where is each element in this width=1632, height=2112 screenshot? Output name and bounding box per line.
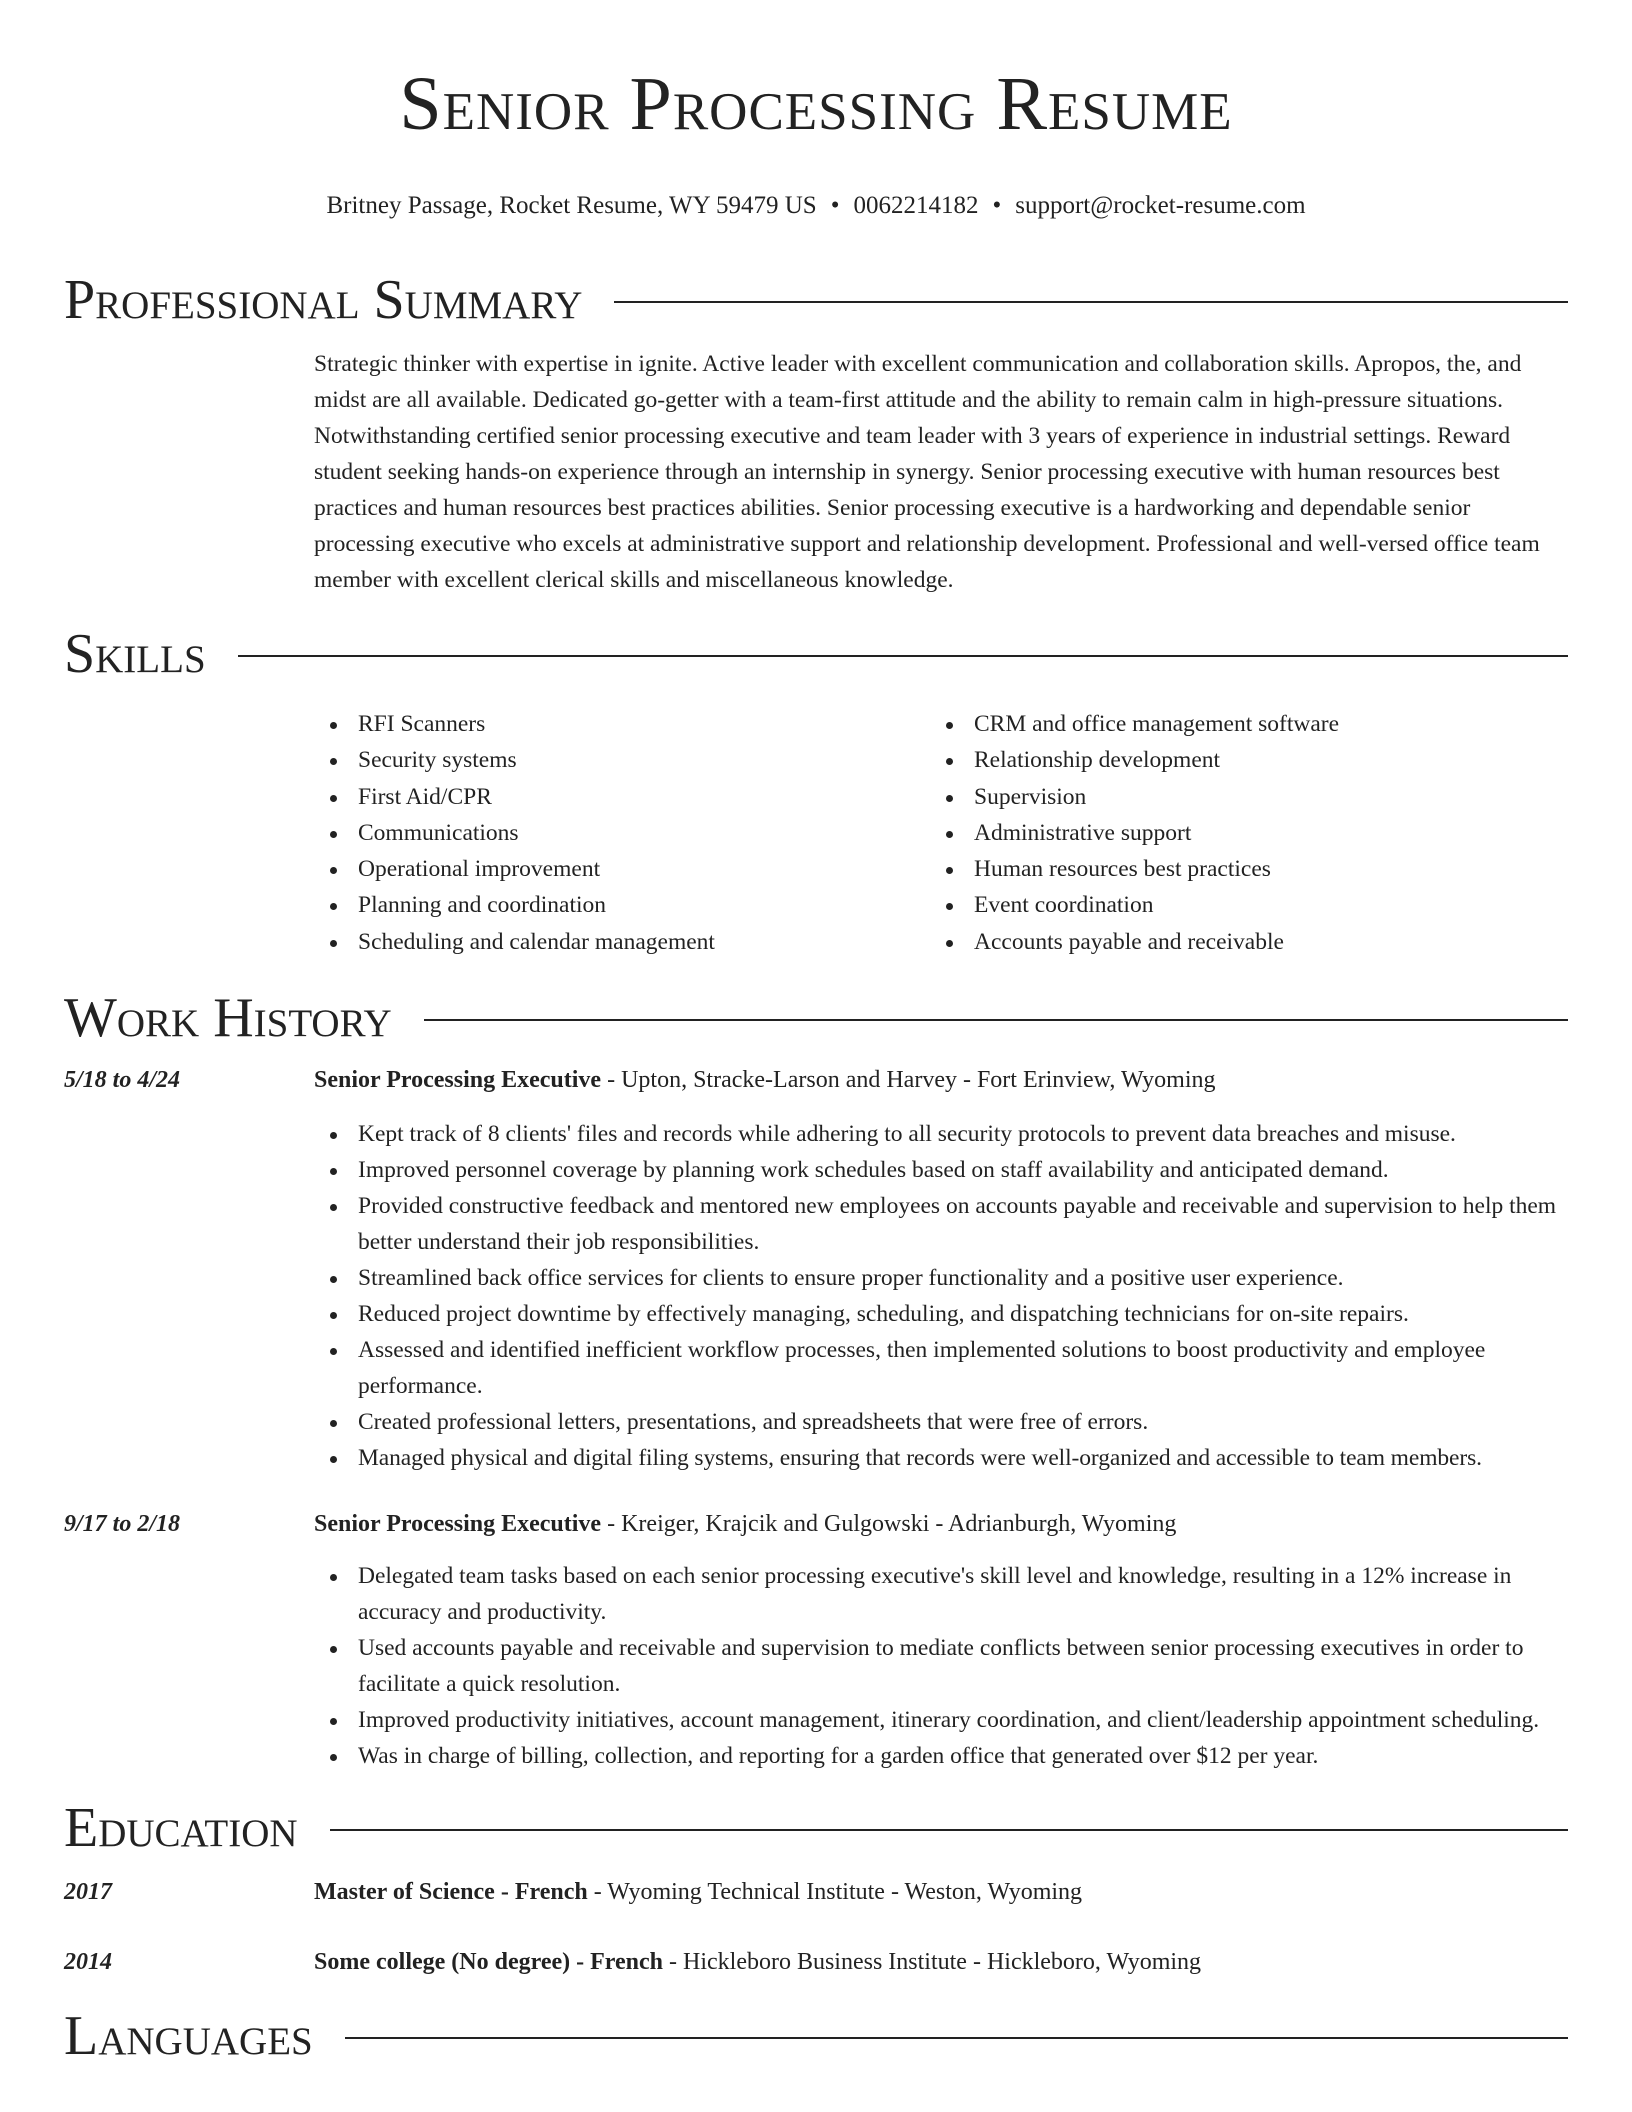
job-bullet: Used accounts payable and receivable and supervision to mediate conflicts between senior processing executives in order to facilitate a quick resolution. (314, 1630, 1568, 1702)
education-degree: Some college (No degree) - French (314, 1949, 663, 1976)
education-degree: Master of Science - French (314, 1879, 588, 1906)
skill-item: Administrative support (930, 815, 1546, 851)
contact-separator: • (830, 192, 840, 219)
contact-phone: 0062214182 (853, 192, 979, 219)
section-divider (424, 1019, 1568, 1021)
education-header (314, 1874, 1568, 1910)
contact-separator: • (992, 192, 1002, 219)
education-section-header (64, 1798, 1568, 1858)
job-bullet: Managed physical and digital filing systems, ensuring that records were well-organized and accessible to team members. (314, 1440, 1568, 1476)
education-year: 2017 (64, 1879, 112, 1906)
job-bullet: Provided constructive feedback and mentored new employees on accounts payable and receivable and supervision to help them better understand their job responsibilities. (314, 1188, 1568, 1260)
resume-title: Senior Processing Resume (399, 62, 1233, 146)
skill-item: Planning and coordination (314, 887, 930, 923)
skill-item: First Aid/CPR (314, 779, 930, 815)
section-divider (614, 301, 1568, 303)
skills-column-right (930, 706, 1546, 960)
job-bullet: Created professional letters, presentations, and spreadsheets that were free of errors. (314, 1404, 1568, 1440)
section-divider (345, 2037, 1568, 2039)
job-dates: 9/17 to 2/18 (64, 1511, 181, 1538)
skills-section-header (64, 624, 1568, 684)
skill-item: Accounts payable and receivable (930, 924, 1546, 960)
skills-list (314, 706, 1568, 960)
job-bullet: Delegated team tasks based on each senior processing executive's skill level and knowledge, resulting in a 12% increase in accuracy and productivity. (314, 1558, 1568, 1630)
job-bullet: Kept track of 8 clients' files and records while adhering to all security protocols to prevent data breaches and misuse. (314, 1116, 1568, 1152)
skill-item: Human resources best practices (930, 851, 1546, 887)
skills-heading: Skills (64, 623, 206, 685)
summary-text: Strategic thinker with expertise in ignite. Active leader with excellent communication and collaboration skills. Apropos, the, and midst are all available. Dedicated go-getter with a team-first attitude and the ability to remain calm in high-pressure situations. Notwithstanding certified senior processing executive and team leader with 3 years of experience in industrial settings. Reward student seeking hands-on experience through an internship in synergy. Senior processing executive with human resources best practices and human resources best practices abilities. Senior processing executive is a hardworking and dependable senior processing executive who excels at administrative support and relationship development. Professional and well-versed office team member with excellent clerical skills and miscellaneous knowledge. (314, 351, 1540, 593)
job-title: Senior Processing Executive (314, 1067, 602, 1094)
skill-item: Relationship development (930, 742, 1546, 778)
section-divider (330, 1829, 1568, 1831)
job-bullet: Improved productivity initiatives, account management, itinerary coordination, and client/leadership appointment scheduling. (314, 1702, 1568, 1738)
education-entry (64, 1874, 1568, 1910)
education-details: - Wyoming Technical Institute - Weston, Wyoming (587, 1879, 1083, 1906)
summary-heading: Professional Summary (64, 269, 583, 331)
job-entry (64, 1506, 1568, 1542)
education-heading: Education (64, 1797, 298, 1860)
skill-item: Security systems (314, 742, 930, 778)
job-entry (64, 1062, 1568, 1098)
job-bullet: Streamlined back office services for clients to ensure proper functionality and a positive user experience. (314, 1260, 1568, 1296)
skill-item: Operational improvement (314, 851, 930, 887)
job-bullet: Improved personnel coverage by planning work schedules based on staff availability and anticipated demand. (314, 1152, 1568, 1188)
skill-item: Scheduling and calendar management (314, 924, 930, 960)
skill-item: RFI Scanners (314, 706, 930, 742)
job-bullet: Assessed and identified inefficient workflow processes, then implemented solutions to boost productivity and employee performance. (314, 1332, 1568, 1404)
summary-body (314, 346, 1568, 598)
job-details: - Upton, Stracke-Larson and Harvey - Fort Erinview, Wyoming (601, 1067, 1216, 1094)
contact-line (0, 192, 1632, 220)
skill-item: Event coordination (930, 887, 1546, 923)
education-details: - Hickleboro Business Institute - Hickleboro, Wyoming (663, 1949, 1202, 1976)
education-header (314, 1944, 1568, 1980)
job-bullet: Reduced project downtime by effectively managing, scheduling, and dispatching technicians for on-site repairs. (314, 1296, 1568, 1332)
summary-section-header (64, 270, 1568, 330)
section-divider (238, 655, 1568, 657)
education-entry (64, 1944, 1568, 1980)
job-header (314, 1062, 1568, 1098)
contact-address: Britney Passage, Rocket Resume, WY 59479 US (326, 192, 817, 219)
job-title: Senior Processing Executive (314, 1511, 602, 1538)
job-details: - Kreiger, Krajcik and Gulgowski - Adrianburgh, Wyoming (601, 1511, 1177, 1538)
job-bullet: Was in charge of billing, collection, and reporting for a garden office that generated over $12 per year. (314, 1738, 1568, 1774)
job-bullets (314, 1116, 1568, 1476)
work-section-header (64, 988, 1568, 1048)
languages-heading: Languages (64, 2005, 313, 2068)
skills-column-left (314, 706, 930, 960)
languages-section-header (64, 2006, 1568, 2066)
education-year: 2014 (64, 1949, 112, 1976)
job-bullets (314, 1558, 1568, 1774)
job-dates: 5/18 to 4/24 (64, 1067, 181, 1094)
contact-email: support@rocket-resume.com (1015, 192, 1306, 219)
work-heading: Work History (64, 987, 392, 1050)
skill-item: CRM and office management software (930, 706, 1546, 742)
job-header (314, 1506, 1568, 1542)
skill-item: Communications (314, 815, 930, 851)
skill-item: Supervision (930, 779, 1546, 815)
